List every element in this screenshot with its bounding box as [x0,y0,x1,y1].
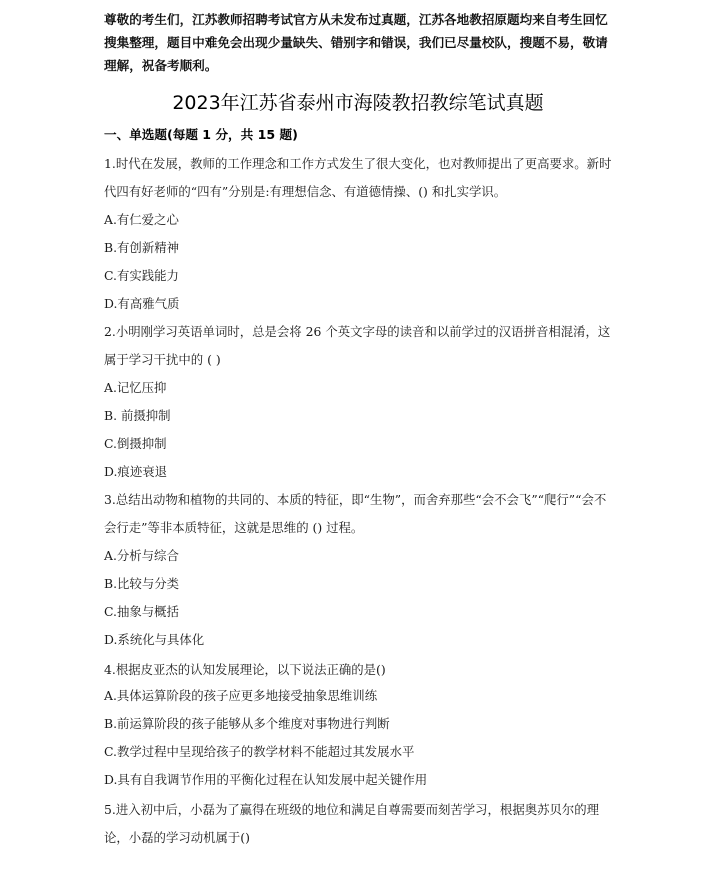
option-c: C.倒摄抑制 [104,436,167,451]
option-d: D.系统化与具体化 [104,632,205,647]
question-stem: 3.总结出动物和植物的共同的、本质的特征，即“生物”，而舍弃那些“会不会飞”“爬行”“会不会行走”等非本质特征，这就是思维的 () 过程。 [104,492,607,535]
question-stem: 4.根据皮亚杰的认知发展理论，以下说法正确的是() [104,662,386,677]
option-a: A.分析与综合 [104,548,179,563]
option-d: D.具有自我调节作用的平衡化过程在认知发展中起关键作用 [104,772,428,787]
option-c: C.教学过程中呈现给孩子的教学材料不能超过其发展水平 [104,744,415,759]
option-c: C.抽象与概括 [104,604,179,619]
question-stem: 5.进入初中后，小磊为了赢得在班级的地位和满足自尊需要而刻苦学习，根据奥苏贝尔的理论，小磊的学习动机属于() [104,802,600,845]
option-b: B.有创新精神 [104,240,179,255]
option-b: B. 前摄抑制 [104,408,171,423]
section-heading: 一、单选题(每题 1 分，共 15 题) [104,127,298,142]
page-title: 2023年江苏省泰州市海陵教招教综笔试真题 [172,92,544,114]
option-c: C.有实践能力 [104,268,179,283]
option-a: A.记忆压抑 [104,380,167,395]
option-b: B.前运算阶段的孩子能够从多个维度对事物进行判断 [104,716,390,731]
question-stem: 2.小明刚学习英语单词时，总是会将 26 个英文字母的读音和以前学过的汉语拼音相混淆，这属于学习干扰中的 ( ) [104,324,611,367]
option-d: D.痕迹衰退 [104,464,167,479]
option-d: D.有高雅气质 [104,296,180,311]
option-a: A.有仁爱之心 [104,212,179,227]
notice-paragraph: 尊敬的考生们，江苏教师招聘考试官方从未发布过真题，江苏各地教招原题均来自考生回忆搜集整理，题目中难免会出现少量缺失、错别字和错误，我们已尽量校队，搜题不易，敬请理解，祝备考顺利。 [104,12,608,73]
option-b: B.比较与分类 [104,576,179,591]
option-a: A.具体运算阶段的孩子应更多地接受抽象思维训练 [104,688,378,703]
question-stem: 1.时代在发展，教师的工作理念和工作方式发生了很大变化，也对教师提出了更高要求。新时代四有好老师的“四有”分别是:有理想信念、有道德情操、() 和扎实学识。 [104,156,612,199]
